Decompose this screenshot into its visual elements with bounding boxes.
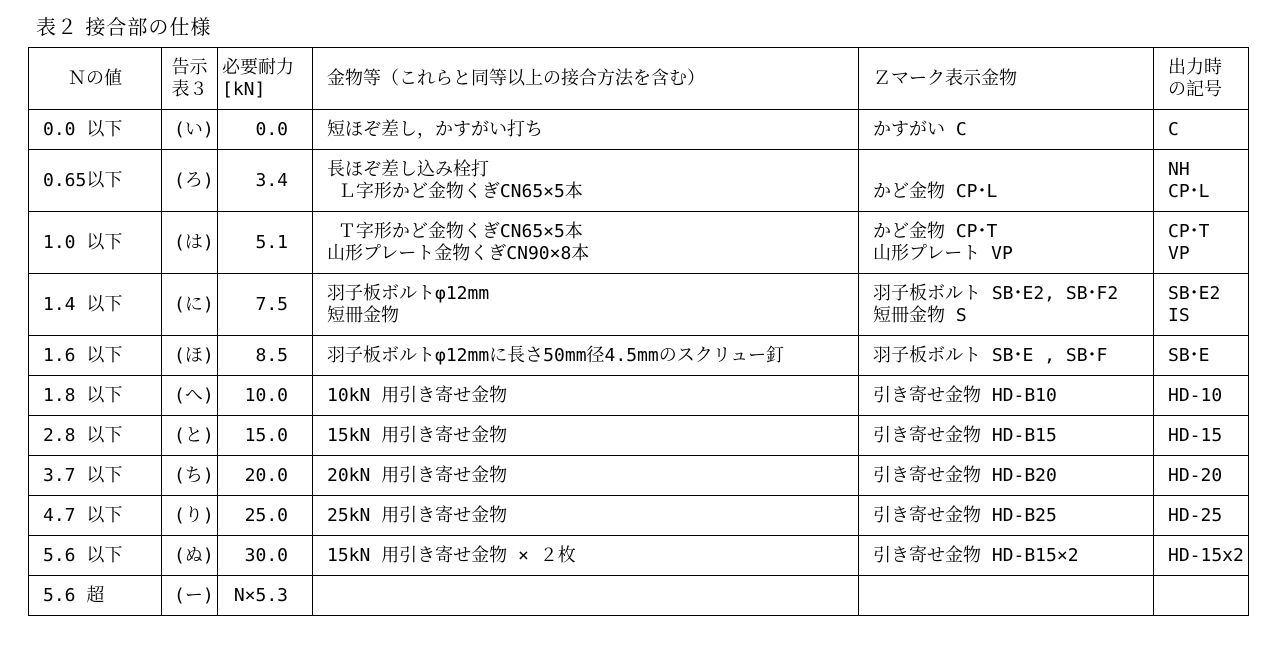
table-row [29,110,1249,150]
n-value-cell: 2.8 以下 [29,416,162,456]
table-row [29,456,1249,496]
n-value-cell: 5.6 超 [29,576,162,616]
symbol-cell: HD-20 [1154,456,1249,496]
force-cell: 7.5 [218,274,313,336]
z-mark-cell: かど金物 CP･T 山形プレート VP [859,212,1154,274]
hardware-cell [313,576,859,616]
symbol-cell: HD-10 [1154,376,1249,416]
n-value-cell: 0.0 以下 [29,110,162,150]
hardware-cell: 15kN 用引き寄せ金物 × ２枚 [313,536,859,576]
z-mark-cell: 羽子板ボルト SB･E , SB･F [859,336,1154,376]
table-row [29,536,1249,576]
force-cell: 5.1 [218,212,313,274]
hardware-cell: 25kN 用引き寄せ金物 [313,496,859,536]
table-caption: 表２ 接合部の仕様 [36,15,212,39]
z-mark-cell: 引き寄せ金物 HD-B10 [859,376,1154,416]
kokuji-cell: (へ) [162,376,218,416]
hardware-cell: 短ほぞ差し，かすがい打ち [313,110,859,150]
header-hardware: 金物等（これらと同等以上の接合方法を含む） [313,48,859,110]
header-kokuji-table: 告示 表３ [162,48,218,110]
kokuji-cell: (は) [162,212,218,274]
z-mark-cell: かど金物 CP･L [859,150,1154,212]
n-value-cell: 0.65以下 [29,150,162,212]
z-mark-cell: 引き寄せ金物 HD-B15 [859,416,1154,456]
symbol-cell: CP･T VP [1154,212,1249,274]
force-cell: 8.5 [218,336,313,376]
kokuji-cell: (ー) [162,576,218,616]
force-cell: 25.0 [218,496,313,536]
hardware-cell: 長ほぞ差し込み栓打 Ｌ字形かど金物くぎCN65×5本 [313,150,859,212]
table-row [29,416,1249,456]
force-cell: N×5.3 [218,576,313,616]
table-row [29,150,1249,212]
hardware-cell: Ｔ字形かど金物くぎCN65×5本 山形プレート金物くぎCN90×8本 [313,212,859,274]
header-row [29,48,1249,110]
table-row [29,376,1249,416]
n-value-cell: 3.7 以下 [29,456,162,496]
header-required-force: 必要耐力 [kN] [218,48,313,110]
n-value-cell: 1.6 以下 [29,336,162,376]
symbol-cell: C [1154,110,1249,150]
symbol-cell: HD-15x2 [1154,536,1249,576]
force-cell: 10.0 [218,376,313,416]
table-row [29,336,1249,376]
z-mark-cell: かすがい C [859,110,1154,150]
z-mark-cell: 引き寄せ金物 HD-B15×2 [859,536,1154,576]
hardware-cell: 羽子板ボルトφ12mm 短冊金物 [313,274,859,336]
hardware-cell: 10kN 用引き寄せ金物 [313,376,859,416]
table-row [29,496,1249,536]
header-output-symbol: 出力時 の記号 [1154,48,1249,110]
hardware-cell: 15kN 用引き寄せ金物 [313,416,859,456]
n-value-cell: 1.0 以下 [29,212,162,274]
z-mark-cell: 引き寄せ金物 HD-B25 [859,496,1154,536]
kokuji-cell: (と) [162,416,218,456]
kokuji-cell: (ろ) [162,150,218,212]
kokuji-cell: (に) [162,274,218,336]
hardware-cell: 20kN 用引き寄せ金物 [313,456,859,496]
symbol-cell [1154,576,1249,616]
n-value-cell: 1.8 以下 [29,376,162,416]
joint-spec-table [28,47,1249,616]
force-cell: 30.0 [218,536,313,576]
symbol-cell: HD-25 [1154,496,1249,536]
symbol-cell: SB･E [1154,336,1249,376]
z-mark-cell [859,576,1154,616]
kokuji-cell: (い) [162,110,218,150]
symbol-cell: SB･E2 IS [1154,274,1249,336]
n-value-cell: 1.4 以下 [29,274,162,336]
kokuji-cell: (り) [162,496,218,536]
force-cell: 20.0 [218,456,313,496]
header-n-value: Ｎの値 [29,48,162,110]
kokuji-cell: (ほ) [162,336,218,376]
n-value-cell: 5.6 以下 [29,536,162,576]
symbol-cell: HD-15 [1154,416,1249,456]
header-z-mark: Ｚマーク表示金物 [859,48,1154,110]
table-row [29,576,1249,616]
z-mark-cell: 引き寄せ金物 HD-B20 [859,456,1154,496]
n-value-cell: 4.7 以下 [29,496,162,536]
kokuji-cell: (ち) [162,456,218,496]
table-row [29,212,1249,274]
hardware-cell: 羽子板ボルトφ12mmに長さ50mm径4.5mmのスクリュー釘 [313,336,859,376]
table-row [29,274,1249,336]
force-cell: 15.0 [218,416,313,456]
symbol-cell: NH CP･L [1154,150,1249,212]
z-mark-cell: 羽子板ボルト SB･E2, SB･F2 短冊金物 S [859,274,1154,336]
force-cell: 0.0 [218,110,313,150]
kokuji-cell: (ぬ) [162,536,218,576]
force-cell: 3.4 [218,150,313,212]
